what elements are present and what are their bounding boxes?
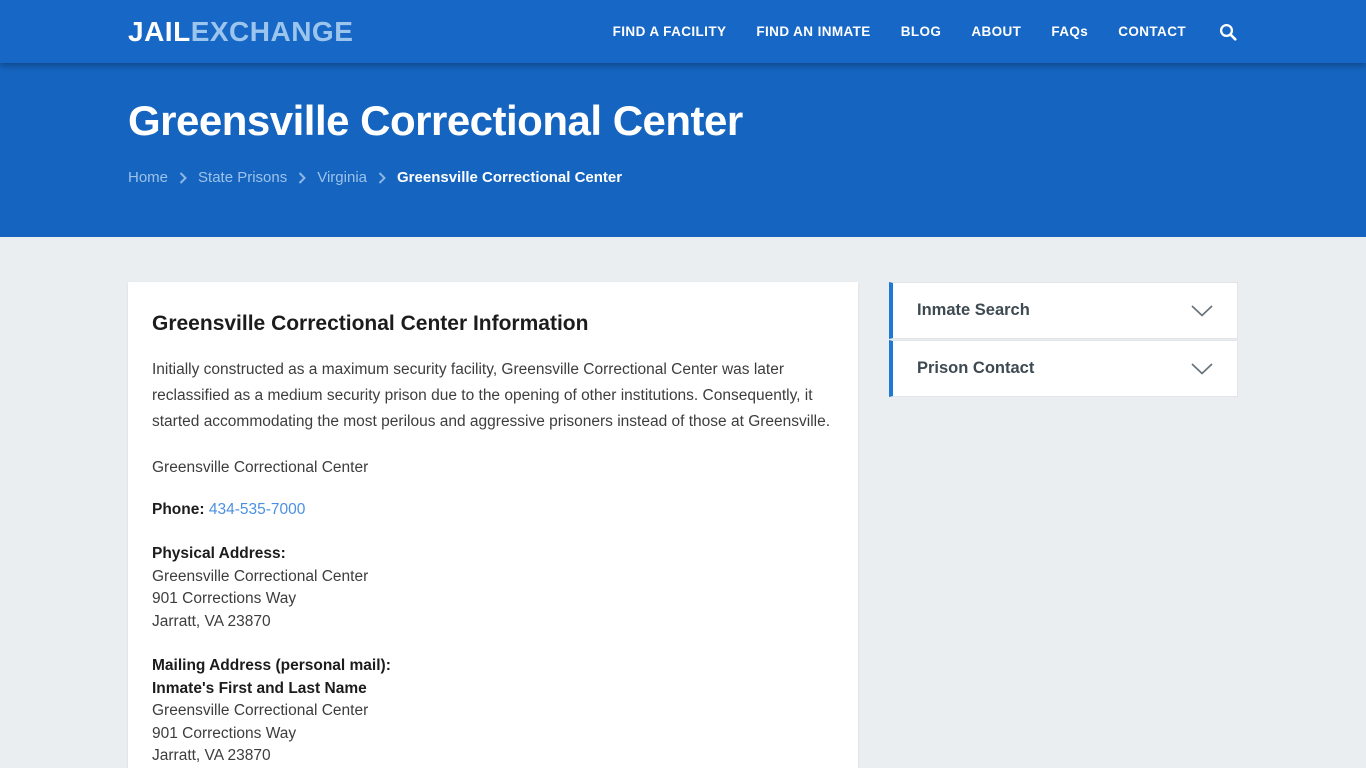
- chevron-right-icon: [378, 172, 386, 184]
- phone-line: [152, 501, 834, 519]
- brand-logo-jail: JAIL: [128, 15, 191, 47]
- accordion-prison-contact[interactable]: [889, 340, 1238, 397]
- intro-paragraph: Initially constructed as a maximum security facility, Greensville Correctional Center was later reclassified as a medium security prison due to the opening of other institutions. Consequently, it started accommodating the most perilous and aggressive prisoners instead of those at Greensville.: [152, 361, 831, 430]
- accordion-inmate-search[interactable]: [889, 282, 1238, 339]
- nav-about[interactable]: ABOUT: [971, 24, 1022, 39]
- breadcrumb-home[interactable]: Home: [128, 169, 169, 186]
- mailing-address-label: Mailing Address (personal mail):: [152, 657, 391, 674]
- nav-contact[interactable]: CONTACT: [1118, 24, 1186, 39]
- main-nav: [613, 22, 1238, 42]
- physical-address-line: Greensville Correctional Center: [152, 567, 369, 585]
- mailing-address-line: 901 Corrections Way: [152, 724, 297, 742]
- nav-find-a-facility[interactable]: FIND A FACILITY: [612, 24, 727, 39]
- physical-address-line: Jarratt, VA 23870: [152, 612, 271, 630]
- brand-logo[interactable]: [128, 16, 353, 48]
- nav-blog[interactable]: BLOG: [900, 24, 942, 39]
- mailing-address-line: Greensville Correctional Center: [152, 702, 369, 719]
- facility-info-card: [128, 282, 858, 768]
- chevron-right-icon: [298, 172, 306, 184]
- physical-address-line: 901 Corrections Way: [152, 590, 297, 607]
- nav-find-an-inmate[interactable]: FIND AN INMATE: [756, 24, 871, 39]
- facility-name: Greensville Correctional Center: [152, 459, 369, 476]
- mailing-address-line: Jarratt, VA 23870: [152, 747, 271, 764]
- breadcrumb: [128, 169, 1238, 186]
- brand-logo-exchange: EXCHANGE: [190, 15, 354, 47]
- phone-label: Phone:: [152, 501, 205, 518]
- chevron-down-icon: [1191, 363, 1213, 375]
- physical-address-block: [152, 543, 834, 633]
- page-header: [0, 63, 1366, 237]
- breadcrumb-state-prisons[interactable]: State Prisons: [198, 169, 288, 186]
- page-title: Greensville Correctional Center: [128, 97, 743, 144]
- top-nav-bar: [0, 0, 1366, 63]
- mailing-address-block: [152, 655, 834, 768]
- accordion-label: Prison Contact: [917, 359, 1035, 377]
- breadcrumb-virginia[interactable]: Virginia: [317, 169, 367, 186]
- mailing-address-recipient: Inmate's First and Last Name: [152, 679, 367, 697]
- chevron-down-icon: [1191, 305, 1213, 317]
- page-body: [0, 237, 1366, 768]
- phone-link[interactable]: 434-535-7000: [208, 501, 306, 518]
- search-icon: [1218, 22, 1238, 42]
- article-heading: Greensville Correctional Center Information: [152, 312, 589, 335]
- breadcrumb-current-page: Greensville Correctional Center: [397, 169, 623, 186]
- nav-faqs[interactable]: FAQs: [1051, 24, 1089, 39]
- physical-address-label: Physical Address:: [152, 545, 286, 562]
- sidebar: [889, 282, 1238, 397]
- accordion-label: Inmate Search: [917, 301, 1030, 319]
- chevron-right-icon: [179, 172, 187, 184]
- search-button[interactable]: [1218, 22, 1238, 42]
